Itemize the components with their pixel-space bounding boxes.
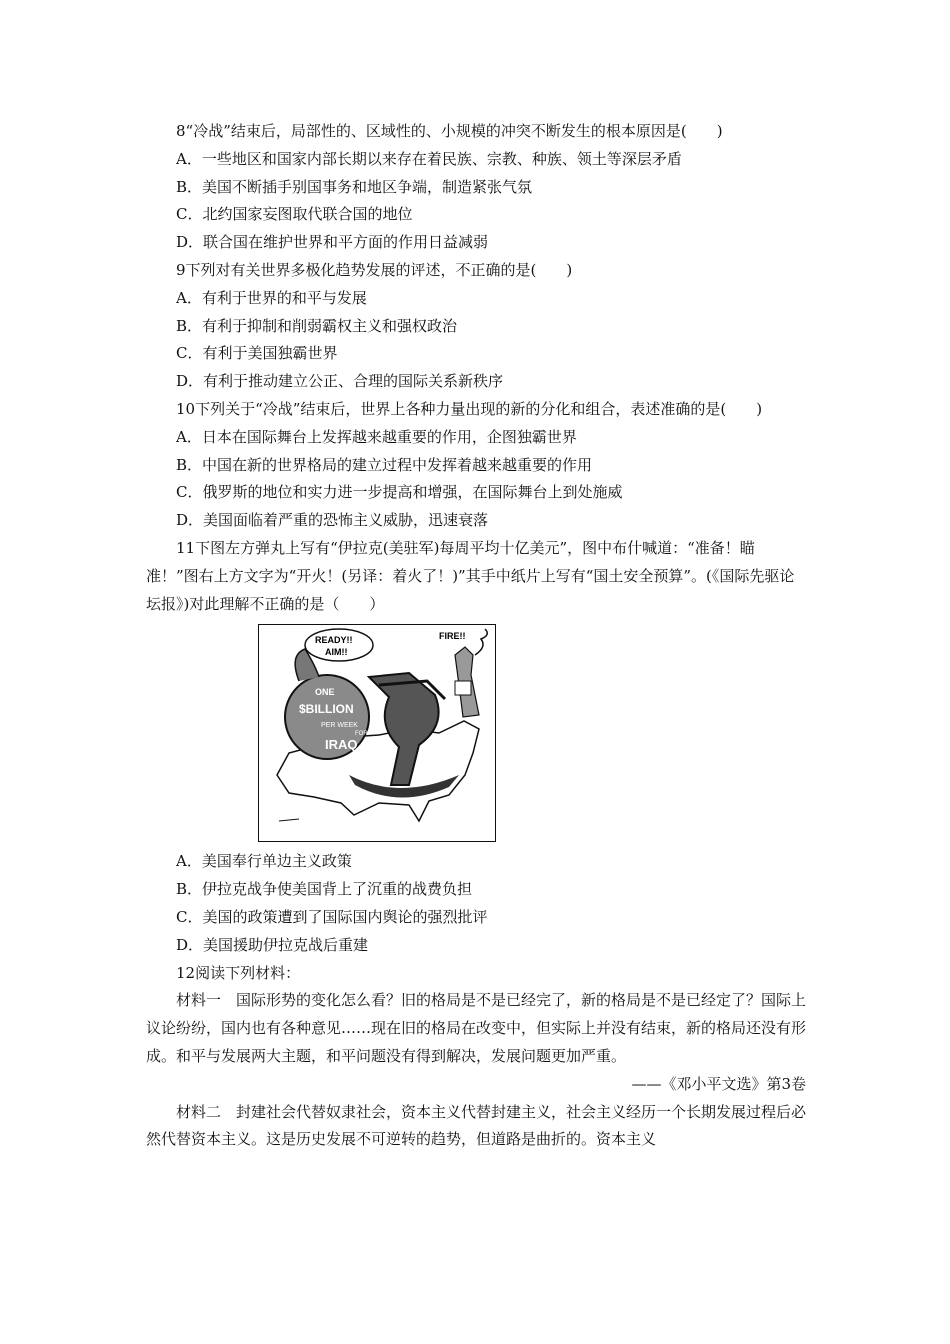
q12-material-1: 材料一 国际形势的变化怎么看？旧的格局是不是已经完了，新的格局是不是已经定了？国际上议论纷纷，国内也有各种意见……现在旧的格局在改变中，但实际上并没有结束，新的格局还没有形成。和平与发展两大主题，和平问题没有得到解决，发展问题更加严重。 xyxy=(146,991,807,1065)
q11-option-b: B．伊拉克战争使美国背上了沉重的战费负担 xyxy=(176,880,473,899)
q10-option-d: D．美国面临着严重的恐怖主义威胁，迅速衰落 xyxy=(176,511,489,530)
ball-text-per-week: PER WEEK xyxy=(321,722,358,730)
q11-stem: 11下图左方弹丸上写有“伊拉克(美驻军)每周平均十亿美元”，图中布什喊道：“准备！瞄准！”图右上方文字为“开火！(另译：着火了！)”其手中纸片上写有“国土安全预算”。(《国际先驱论坛报》)对此理解不正确的是（ ） xyxy=(146,538,795,613)
q9-option-d: D．有利于推动建立公正、合理的国际关系新秩序 xyxy=(176,372,504,391)
political-cartoon xyxy=(258,624,496,842)
q12-source-1: ——《邓小平文选》第3卷 xyxy=(631,1074,806,1093)
q11-option-a: A．美国奉行单边主义政策 xyxy=(176,852,352,871)
q10-option-a: A．日本在国际舞台上发挥越来越重要的作用，企图独霸世界 xyxy=(176,427,577,446)
bubble-ready: READY!! xyxy=(315,635,353,646)
ball-text-one: ONE xyxy=(315,687,335,698)
q11-option-c: C．美国的政策遭到了国际国内舆论的强烈批评 xyxy=(176,907,488,926)
ball-text-billion: $BILLION xyxy=(299,702,354,717)
q9-option-a: A．有利于世界的和平与发展 xyxy=(176,288,367,307)
q9-option-b: B．有利于抑制和削弱霸权主义和强权政治 xyxy=(176,316,458,335)
ball-text-for: FOR xyxy=(355,731,368,738)
q12-stem: 12阅读下列材料： xyxy=(176,963,301,982)
slingshot-frame xyxy=(369,673,439,785)
ball-text-iraq: IRAQ xyxy=(325,737,358,753)
q8-option-d: D．联合国在维护世界和平方面的作用日益减弱 xyxy=(176,233,489,252)
q8-option-c: C．北约国家妄图取代联合国的地位 xyxy=(176,205,413,224)
q9-stem: 9下列对有关世界多极化趋势发展的评述，不正确的是( ) xyxy=(176,260,573,279)
q10-option-b: B．中国在新的世界格局的建立过程中发挥着越来越重要的作用 xyxy=(176,455,593,474)
q12-material-2: 材料二 封建社会代替奴隶社会，资本主义代替封建主义，社会主义经历一个长期发展过程后必然代替资本主义。这是历史发展不可逆转的趋势，但道路是曲折的。资本主义 xyxy=(146,1102,807,1149)
q8-option-a: A．一些地区和国家内部长期以来存在着民族、宗教、种族、领土等深层矛盾 xyxy=(176,149,682,168)
cartoon-drawing xyxy=(259,625,495,841)
q10-option-c: C．俄罗斯的地位和实力进一步提高和增强，在国际舞台上到处施威 xyxy=(176,483,623,502)
q11-option-d: D．美国援助伊拉克战后重建 xyxy=(176,935,369,954)
bubble-fire: FIRE!! xyxy=(439,631,466,642)
q8-option-b: B．美国不断插手别国事务和地区争端，制造紧张气氛 xyxy=(176,177,533,196)
bubble-aim: AIM!! xyxy=(325,647,348,658)
question-content xyxy=(146,118,806,1154)
q9-option-c: C．有利于美国独霸世界 xyxy=(176,344,338,363)
q8-stem: 8“冷战”结束后，局部性的、区域性的、小规模的冲突不断发生的根本原因是( ) xyxy=(176,122,723,140)
q10-stem: 10下列关于“冷战”结束后，世界上各种力量出现的新的分化和组合，表述准确的是( ) xyxy=(176,399,763,418)
